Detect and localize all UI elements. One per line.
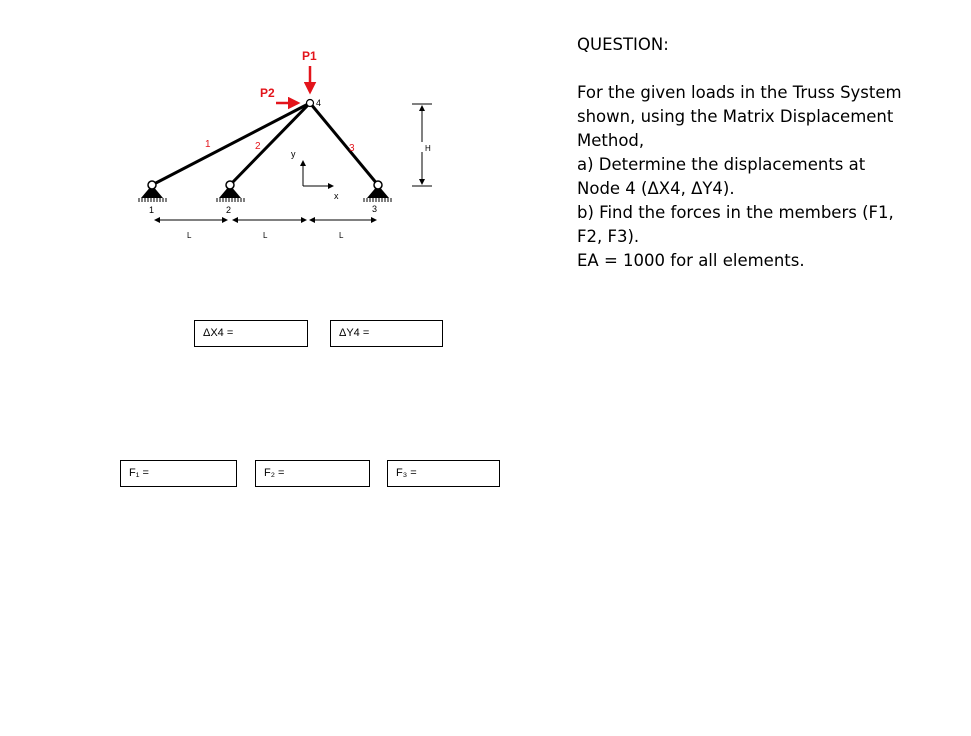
x-axis-label: x [334,191,339,201]
node-label-4: 4 [316,98,322,108]
question-line: EA = 1000 for all elements. [577,251,805,270]
dy4-input[interactable] [386,324,438,345]
f2-answer-box[interactable] [255,460,370,487]
truss-diagram [0,0,560,260]
node-label-3: 3 [372,204,378,214]
dy4-answer-box[interactable] [330,320,443,347]
f1-label: F₁ = [129,467,149,479]
member-label-1: 1 [205,139,211,150]
member-2 [230,103,310,185]
member-label-3: 3 [349,143,355,154]
load-p1-label: P1 [302,49,317,63]
question-line: F2, F3). [577,227,640,246]
f3-label: F₃ = [396,467,417,479]
height-label: H [425,144,431,153]
load-p2-label: P2 [260,86,275,100]
f3-input[interactable] [443,464,495,485]
node-label-1: 1 [149,205,155,215]
dx4-answer-box[interactable] [194,320,308,347]
span-label-1: L [187,231,192,240]
question-title: QUESTION: [577,35,669,54]
f2-input[interactable] [311,464,365,485]
f2-label: F₂ = [264,467,285,479]
node-label-2: 2 [226,205,232,215]
member-3 [310,103,378,185]
pin-support-node-1 [137,181,167,202]
question-line: Method, [577,131,645,150]
dy4-label: ΔY4 = [339,327,370,339]
question-line: a) Determine the displacements at [577,155,866,174]
question-line: shown, using the Matrix Displacement [577,107,894,126]
question-text [577,33,957,273]
f3-answer-box[interactable] [387,460,500,487]
span-label-3: L [339,231,344,240]
question-line: b) Find the forces in the members (F1, [577,203,894,222]
f1-input[interactable] [176,464,232,485]
y-axis-label: y [291,149,296,159]
pin-support-node-2 [215,181,245,202]
dx4-input[interactable] [250,324,303,345]
member-label-2: 2 [255,141,261,152]
f1-answer-box[interactable] [120,460,237,487]
question-line: Node 4 (ΔX4, ΔY4). [577,179,735,198]
pin-support-node-3 [363,181,393,202]
node-4-joint [307,100,314,107]
question-line: For the given loads in the Truss System [577,83,902,102]
member-1 [152,103,310,185]
dx4-label: ΔX4 = [203,327,234,339]
span-label-2: L [263,231,268,240]
